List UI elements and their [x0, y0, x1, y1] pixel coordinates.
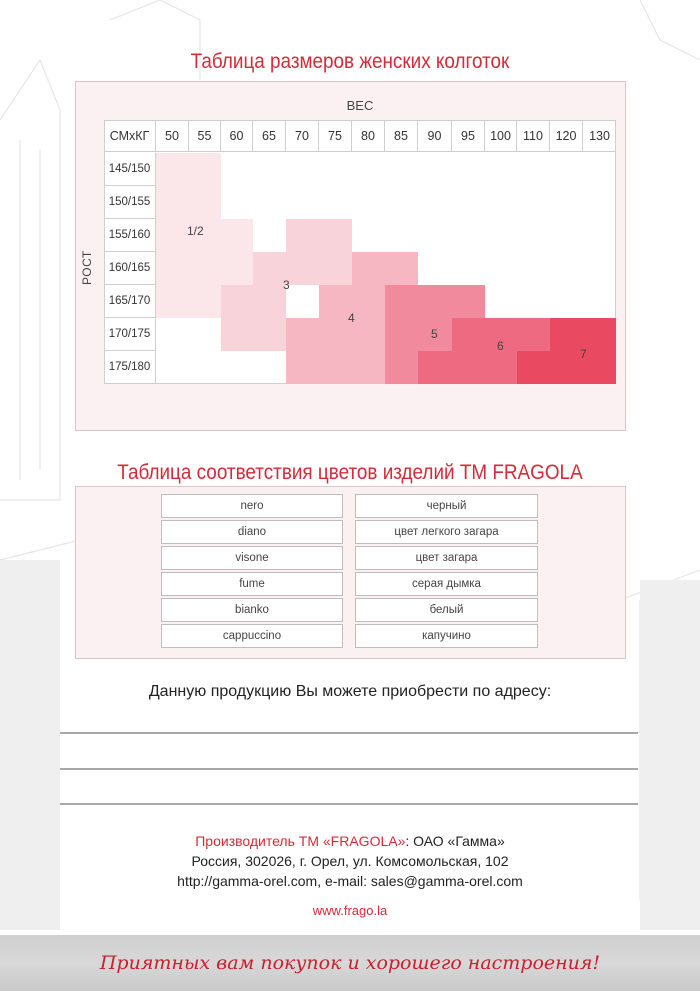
height-row-label: 175/180: [104, 351, 156, 384]
size-label-3: 3: [283, 278, 290, 292]
weight-header: 90: [418, 120, 452, 152]
color-translation: капучино: [355, 624, 538, 648]
weight-header: 95: [452, 120, 485, 152]
address-line: [60, 803, 638, 805]
weight-header: 65: [253, 120, 286, 152]
size-zone-6: [418, 351, 517, 384]
weight-header: 130: [583, 120, 616, 152]
height-row-label: 155/160: [104, 219, 156, 252]
weight-axis-label: ВЕС: [346, 98, 374, 113]
size-label-6: 6: [497, 339, 504, 353]
weight-header: 85: [385, 120, 418, 152]
size-label-7: 7: [580, 347, 587, 361]
color-translation: белый: [355, 598, 538, 622]
manufacturer-line: [0, 831, 700, 851]
color-name: diano: [161, 520, 343, 544]
height-row-label: 170/175: [104, 318, 156, 351]
size-zone-3b: [253, 252, 352, 285]
height-row-label: 150/155: [104, 186, 156, 219]
weight-header: 50: [156, 120, 189, 152]
manufacturer-info: [0, 831, 700, 891]
address-line: [60, 732, 638, 734]
weight-header: 60: [221, 120, 253, 152]
color-table-panel: [75, 486, 626, 659]
weight-header: 55: [189, 120, 221, 152]
weight-header: 75: [319, 120, 352, 152]
color-translation: цвет легкого загара: [355, 520, 538, 544]
height-row-label: 160/165: [104, 252, 156, 285]
color-translation: цвет загара: [355, 546, 538, 570]
height-axis-label: РОСТ: [80, 250, 94, 285]
size-label-1-2: 1/2: [187, 224, 204, 238]
weight-header: 100: [485, 120, 517, 152]
size-zone-3: [221, 285, 286, 351]
height-row-label: 145/150: [104, 153, 156, 186]
color-table-title: Таблица соответствия цветов изделий ТМ FRAGOLA: [117, 461, 583, 484]
purchase-address-prompt: Данную продукцию Вы можете приобрести по адресу:: [148, 683, 552, 700]
size-zone-5b: [385, 351, 418, 384]
color-name: visone: [161, 546, 343, 570]
color-name: bianko: [161, 598, 343, 622]
size-zone-3c: [286, 219, 352, 252]
size-label-5: 5: [431, 327, 438, 341]
color-name: fume: [161, 572, 343, 596]
address-line: [60, 768, 638, 770]
size-table-title: Таблица размеров женских колготок: [190, 50, 510, 73]
weight-header: 120: [550, 120, 583, 152]
weight-header: 110: [517, 120, 550, 152]
size-label-4: 4: [348, 311, 355, 325]
height-row-label: 165/170: [104, 285, 156, 318]
manufacturer-address: Россия, 302026, г. Орел, ул. Комсомольская, 102: [191, 853, 509, 869]
weight-header: 70: [286, 120, 319, 152]
manufacturer-contacts[interactable]: http://gamma-orel.com, e-mail: sales@gamma-orel.com: [177, 873, 523, 889]
website-link[interactable]: www.frago.la: [312, 903, 388, 918]
footer-slogan: Приятных вам покупок и хорошего настроения!: [99, 952, 601, 974]
size-zone-4c: [352, 252, 418, 285]
color-translation: черный: [355, 494, 538, 518]
size-zone-7: [517, 351, 616, 384]
corner-header: СМхКГ: [104, 120, 156, 152]
manufacturer-company: : ОАО «Гамма»: [405, 833, 505, 849]
size-zone-4: [286, 318, 385, 384]
color-translation: серая дымка: [355, 572, 538, 596]
weight-header: 80: [352, 120, 385, 152]
manufacturer-label: Производитель ТМ «FRAGOLA»: [195, 833, 406, 849]
color-name: cappuccino: [161, 624, 343, 648]
color-name: nero: [161, 494, 343, 518]
